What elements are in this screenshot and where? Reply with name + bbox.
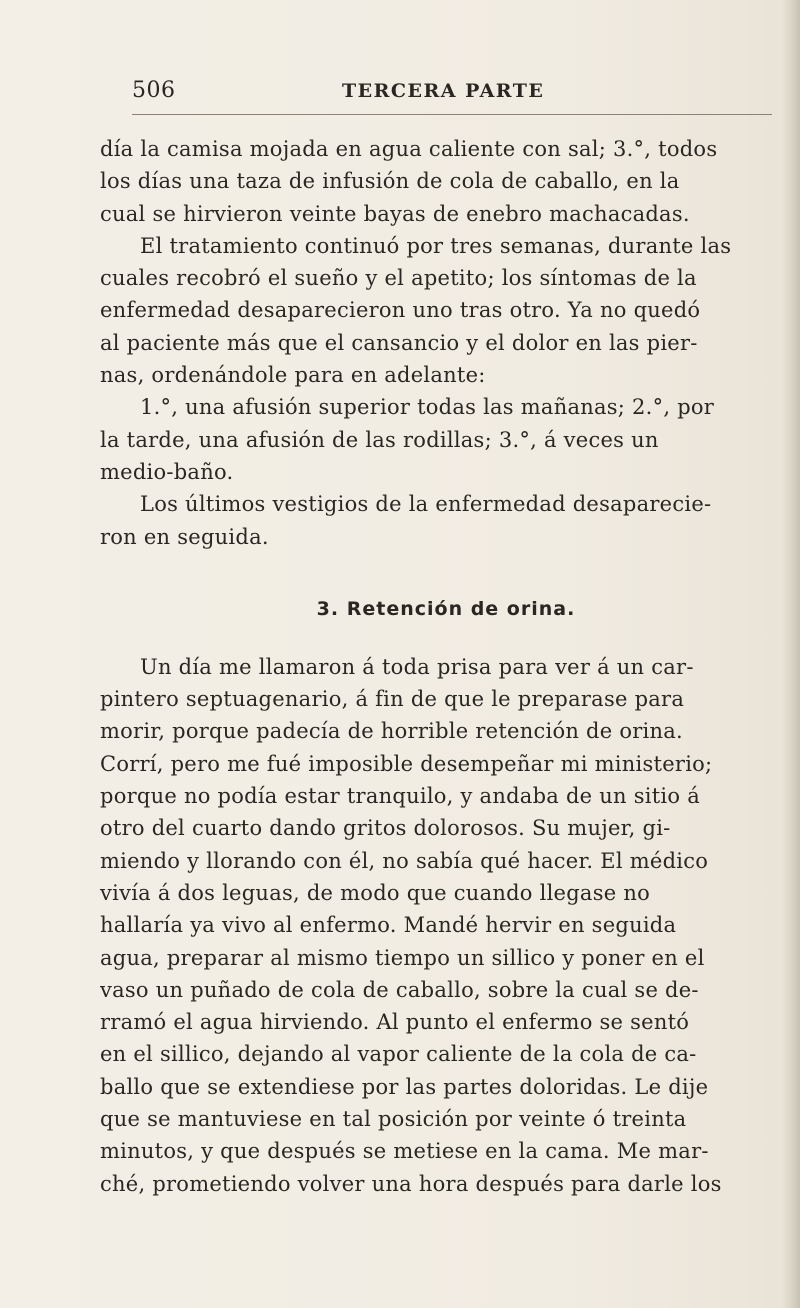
text-line: porque no podía estar tranquilo, y andaba de un sitio á xyxy=(100,784,700,809)
paragraph-5 xyxy=(100,651,780,1200)
text-line: medio-baño. xyxy=(100,459,234,484)
text-line: al paciente más que el cansancio y el dolor en las pier- xyxy=(100,330,698,355)
text-line: la tarde, una afusión de las rodillas; 3.°, á veces un xyxy=(100,427,659,452)
paragraph-4 xyxy=(100,488,780,553)
text-line: otro del cuarto dando gritos dolorosos. Su mujer, gi- xyxy=(100,816,671,841)
text-line: nas, ordenándole para en adelante: xyxy=(100,363,486,388)
text-line: enfermedad desaparecieron uno tras otro. Ya no quedó xyxy=(100,298,701,323)
paragraph-2 xyxy=(100,230,780,391)
paragraph-3 xyxy=(100,391,780,488)
text-line: cuales recobró el sueño y el apetito; los síntomas de la xyxy=(100,266,697,291)
text-line: ron en seguida. xyxy=(100,524,269,549)
body-text xyxy=(100,133,780,1200)
page-edge-shadow xyxy=(782,0,800,1308)
text-line: Un día me llamaron á toda prisa para ver á un car- xyxy=(140,654,694,679)
text-line: vivía á dos leguas, de modo que cuando llegase no xyxy=(100,880,650,905)
text-line: los días una taza de infusión de cola de caballo, en la xyxy=(100,169,680,194)
paragraph-1 xyxy=(100,133,780,230)
text-line: cual se hirvieron veinte bayas de enebro machacadas. xyxy=(100,201,690,226)
text-line: vaso un puñado de cola de caballo, sobre la cual se de- xyxy=(100,977,699,1002)
text-line: en el sillico, dejando al vapor caliente de la cola de ca- xyxy=(100,1042,697,1067)
section-heading: 3. Retención de orina. xyxy=(316,597,576,620)
text-line: hallaría ya vivo al enfermo. Mandé hervir en seguida xyxy=(100,913,677,938)
text-line: 1.°, una afusión superior todas las mañanas; 2.°, por xyxy=(140,395,715,420)
text-line: El tratamiento continuó por tres semanas, durante las xyxy=(140,233,732,258)
text-line: miendo y llorando con él, no sabía qué hacer. El médico xyxy=(100,848,709,873)
text-line: Corrí, pero me fué imposible desempeñar mi ministerio; xyxy=(100,751,713,776)
header-rule xyxy=(132,114,772,115)
text-line: ché, prometiendo volver una hora después para darle los xyxy=(100,1171,722,1196)
text-line: morir, porque padecía de horrible retención de orina. xyxy=(100,719,683,744)
text-line: que se mantuviese en tal posición por veinte ó treinta xyxy=(100,1107,687,1132)
text-line: pintero septuagenario, á fin de que le preparase para xyxy=(100,687,685,712)
text-line: día la camisa mojada en agua caliente con sal; 3.°, todos xyxy=(100,137,718,161)
text-line: minutos, y que después se metiese en la cama. Me mar- xyxy=(100,1139,709,1164)
page-header xyxy=(132,78,772,118)
text-line: rramó el agua hirviendo. Al punto el enfermo se sentó xyxy=(100,1010,690,1035)
text-line: ballo que se extendiese por las partes doloridas. Le dije xyxy=(100,1074,709,1099)
text-line: agua, preparar al mismo tiempo un sillico y poner en el xyxy=(100,945,705,970)
page-number: 506 xyxy=(132,78,176,103)
text-line: Los últimos vestigios de la enfermedad desaparecie- xyxy=(140,492,712,517)
running-head: TERCERA PARTE xyxy=(342,80,545,102)
